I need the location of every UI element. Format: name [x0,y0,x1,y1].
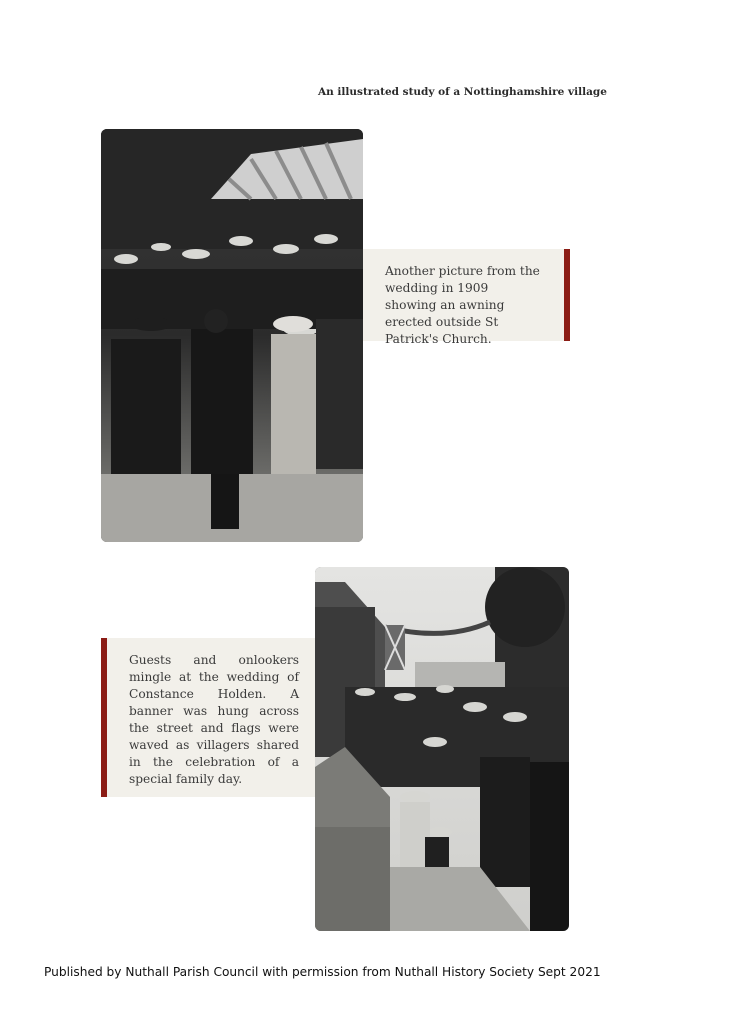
caption-text: Guests and onlookers mingle at the wedding of Constance Holden. A banner was hung across the street and flags were waved as villagers shared in the celebration of a special family day. [129,653,299,786]
photo-caption-awning [363,249,570,346]
photo-caption-street [101,638,315,797]
street-banner-crowd-photo [315,567,569,931]
page-header-title: An illustrated study of a Nottinghamshire village [318,86,607,98]
page-footer: Published by Nuthall Parish Council with permission from Nuthall History Society Sept 2021 [44,965,601,979]
wedding-awning-crowd-photo [101,129,363,542]
caption-text: Another picture from the wedding in 1909 showing an awning erected outside St Patrick's Church. [385,264,540,346]
